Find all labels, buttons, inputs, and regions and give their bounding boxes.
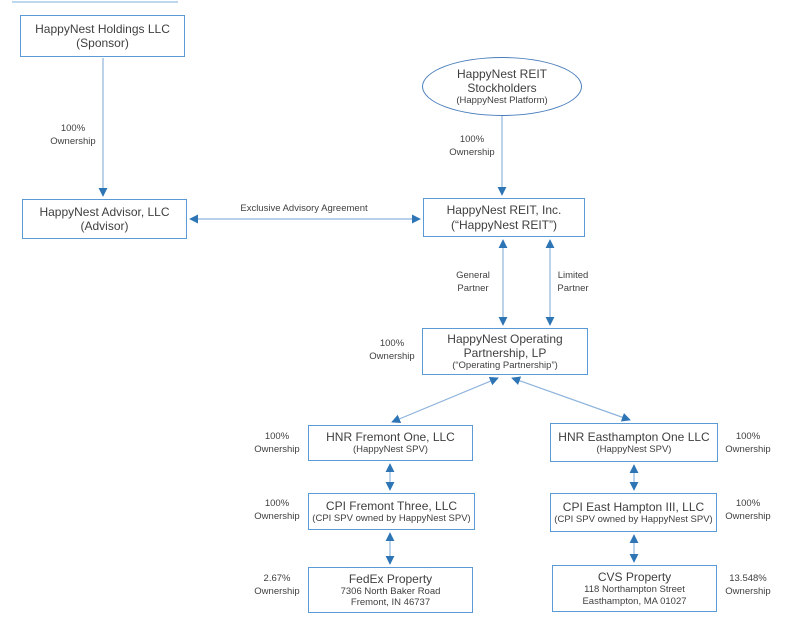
node-stockholders-title: HappyNest REIT bbox=[456, 66, 548, 81]
node-cpi-easthampton-title: CPI East Hampton III, LLC bbox=[562, 499, 705, 514]
label-cvs-ownership: 13.548% Ownership bbox=[725, 573, 771, 597]
node-cvs-title: CVS Property bbox=[597, 570, 672, 585]
node-op-title2: Partnership, LP bbox=[463, 345, 547, 360]
node-advisor-title: HappyNest Advisor, LLC bbox=[39, 204, 170, 219]
node-hnr-fremont-subtitle: (HappyNest SPV) bbox=[353, 444, 428, 456]
node-stockholders bbox=[422, 57, 582, 116]
node-fedex-address2: Fremont, IN 46737 bbox=[350, 597, 431, 609]
node-hnr-fremont-title: HNR Fremont One, LLC bbox=[326, 430, 455, 445]
node-op-subtitle: (“Operating Partnership”) bbox=[452, 360, 558, 372]
edge-op-to-hnr-easthampton bbox=[512, 378, 630, 420]
node-reit bbox=[423, 198, 585, 237]
node-stockholders-title2: Stockholders bbox=[467, 80, 537, 95]
node-fedex-title: FedEx Property bbox=[348, 571, 433, 586]
label-sponsor-ownership: 100% Ownership bbox=[50, 123, 96, 147]
label-hnr-fremont-ownership: 100% Ownership bbox=[254, 431, 300, 455]
node-hnr-easthampton-subtitle: (HappyNest SPV) bbox=[596, 443, 672, 455]
edge-op-to-hnr-fremont bbox=[392, 378, 498, 422]
node-sponsor bbox=[20, 15, 185, 57]
node-hnr-fremont bbox=[308, 425, 473, 461]
label-op-ownership: 100% Ownership bbox=[369, 338, 415, 362]
node-cpi-easthampton-subtitle: (CPI SPV owned by HappyNest SPV) bbox=[554, 513, 713, 525]
label-general-partner: General Partner bbox=[456, 270, 490, 294]
node-operating-partnership bbox=[422, 328, 588, 375]
label-cpi-easthampton-ownership: 100% Ownership bbox=[725, 498, 771, 522]
node-hnr-easthampton-title: HNR Easthampton One LLC bbox=[558, 429, 710, 444]
label-advisory-agreement: Exclusive Advisory Agreement bbox=[240, 203, 368, 214]
node-advisor-subtitle: (Advisor) bbox=[80, 219, 129, 233]
node-cpi-easthampton bbox=[550, 493, 717, 532]
label-limited-partner: Limited Partner bbox=[557, 270, 589, 294]
label-fedex-ownership: 2.67% Ownership bbox=[254, 573, 300, 597]
node-cvs-property bbox=[552, 565, 717, 612]
node-reit-title: HappyNest REIT, Inc. bbox=[446, 203, 562, 218]
label-stockholders-ownership: 100% Ownership bbox=[449, 134, 495, 158]
node-fedex-address1: 7306 North Baker Road bbox=[340, 585, 441, 597]
node-op-title: HappyNest Operating bbox=[447, 331, 563, 346]
node-cvs-address2: Easthampton, MA 01027 bbox=[582, 595, 687, 607]
node-cpi-fremont-title: CPI Fremont Three, LLC bbox=[325, 498, 458, 513]
node-stockholders-subtitle: (HappyNest Platform) bbox=[456, 95, 548, 107]
node-cpi-fremont bbox=[308, 493, 475, 530]
node-reit-subtitle: (“HappyNest REIT”) bbox=[450, 217, 557, 232]
node-sponsor-title: HappyNest Holdings LLC bbox=[35, 21, 170, 36]
label-cpi-fremont-ownership: 100% Ownership bbox=[254, 498, 300, 522]
node-cvs-address1: 118 Northampton Street bbox=[584, 584, 685, 596]
node-sponsor-subtitle: (Sponsor) bbox=[76, 36, 129, 50]
node-cpi-fremont-subtitle: (CPI SPV owned by HappyNest SPV) bbox=[312, 512, 471, 524]
node-advisor bbox=[22, 199, 187, 239]
node-hnr-easthampton bbox=[550, 423, 718, 462]
label-hnr-easthampton-ownership: 100% Ownership bbox=[725, 431, 771, 455]
node-fedex-property bbox=[308, 567, 473, 613]
cropped-box-edge-artifact bbox=[12, 1, 178, 3]
